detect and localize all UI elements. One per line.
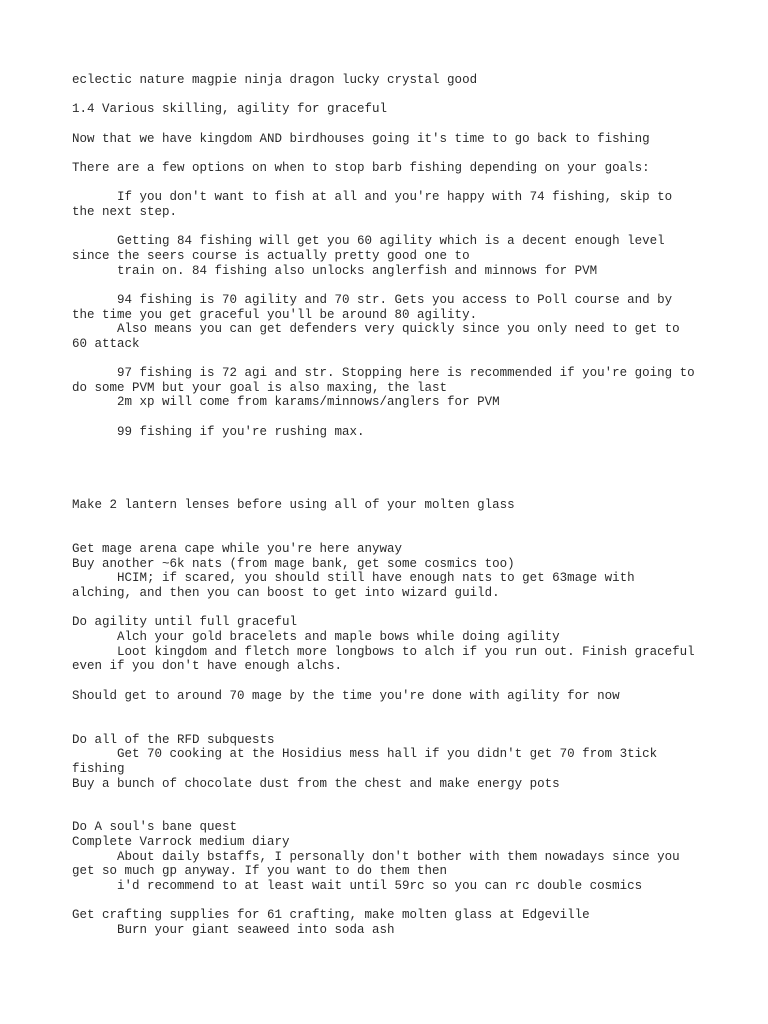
blank-line (72, 220, 732, 235)
blank-line (72, 351, 732, 366)
text-line: Get 70 cooking at the Hosidius mess hall if you didn't get 70 from 3tick (72, 747, 658, 762)
blank-line (72, 117, 732, 132)
text-line: Do A soul's bane quest (72, 820, 238, 835)
text-line: There are a few options on when to stop barb fishing depending on your goals: (72, 160, 650, 175)
blank-line (72, 601, 732, 616)
text-line: Make 2 lantern lenses before using all of your molten glass (72, 498, 515, 513)
blank-line (72, 454, 732, 469)
text-line: Buy a bunch of chocolate dust from the chest and make energy pots (72, 776, 560, 791)
text-line: the time you get graceful you'll be around 80 agility. (72, 307, 478, 322)
text-line: 99 fishing if you're rushing max. (72, 424, 365, 439)
blank-line (72, 176, 732, 191)
text-line: Getting 84 fishing will get you 60 agility which is a decent enough level (72, 234, 665, 249)
text-line: train on. 84 fishing also unlocks anglerfish and minnows for PVM (72, 263, 598, 278)
text-line: 97 fishing is 72 agi and str. Stopping here is recommended if you're going to (72, 366, 695, 381)
text-line: Also means you can get defenders very quickly since you only need to get to (72, 322, 680, 337)
blank-line (72, 513, 732, 528)
text-line: 1.4 Various skilling, agility for graceful (72, 102, 388, 117)
blank-line (72, 278, 732, 293)
text-line: Now that we have kingdom AND birdhouses going it's time to go back to fishing (72, 131, 650, 146)
text-line: Burn your giant seaweed into soda ash (72, 923, 395, 938)
blank-line (72, 674, 732, 689)
text-line: 94 fishing is 70 agility and 70 str. Gets you access to Poll course and by (72, 292, 673, 307)
blank-line (72, 791, 732, 806)
text-line: 2m xp will come from karams/minnows/anglers for PVM (72, 395, 500, 410)
blank-line (72, 718, 732, 733)
text-line: About daily bstaffs, I personally don't bother with them nowadays since you (72, 849, 680, 864)
blank-line (72, 483, 732, 498)
blank-line (72, 88, 732, 103)
text-line: HCIM; if scared, you should still have enough nats to get 63mage with (72, 571, 635, 586)
text-line: fishing (72, 761, 125, 776)
blank-line (72, 806, 732, 821)
text-line: eclectic nature magpie ninja dragon lucky crystal good (72, 73, 478, 87)
text-line: even if you don't have enough alchs. (72, 659, 343, 674)
text-line: Get mage arena cape while you're here anyway (72, 542, 403, 556)
text-line: Complete Varrock medium diary (72, 835, 290, 850)
blank-line (72, 894, 732, 909)
blank-line (72, 410, 732, 425)
text-line: 60 attack (72, 336, 140, 351)
text-line: Alch your gold bracelets and maple bows while doing agility (72, 629, 560, 644)
text-line: Get crafting supplies for 61 crafting, make molten glass at Edgeville (72, 908, 590, 923)
document-body (72, 73, 732, 938)
text-line: do some PVM but your goal is also maxing, the last (72, 380, 448, 395)
text-line: Should get to around 70 mage by the time you're done with agility for now (72, 688, 620, 703)
blank-line (72, 146, 732, 161)
text-line: get so much gp anyway. If you want to do them then (72, 864, 448, 879)
text-line: alching, and then you can boost to get into wizard guild. (72, 585, 500, 600)
text-line: Do agility until full graceful (72, 615, 298, 630)
blank-line (72, 469, 732, 484)
text-line: If you don't want to fish at all and you're happy with 74 fishing, skip to (72, 190, 673, 205)
blank-line (72, 527, 732, 542)
blank-line (72, 439, 732, 454)
text-line: Do all of the RFD subquests (72, 732, 275, 747)
blank-line (72, 703, 732, 718)
text-line: Buy another ~6k nats (from mage bank, get some cosmics too) (72, 556, 515, 571)
text-line: Loot kingdom and fletch more longbows to alch if you run out. Finish graceful (72, 644, 695, 659)
text-line: since the seers course is actually pretty good one to (72, 248, 470, 263)
text-line: the next step. (72, 204, 178, 219)
text-line: i'd recommend to at least wait until 59rc so you can rc double cosmics (72, 879, 643, 894)
